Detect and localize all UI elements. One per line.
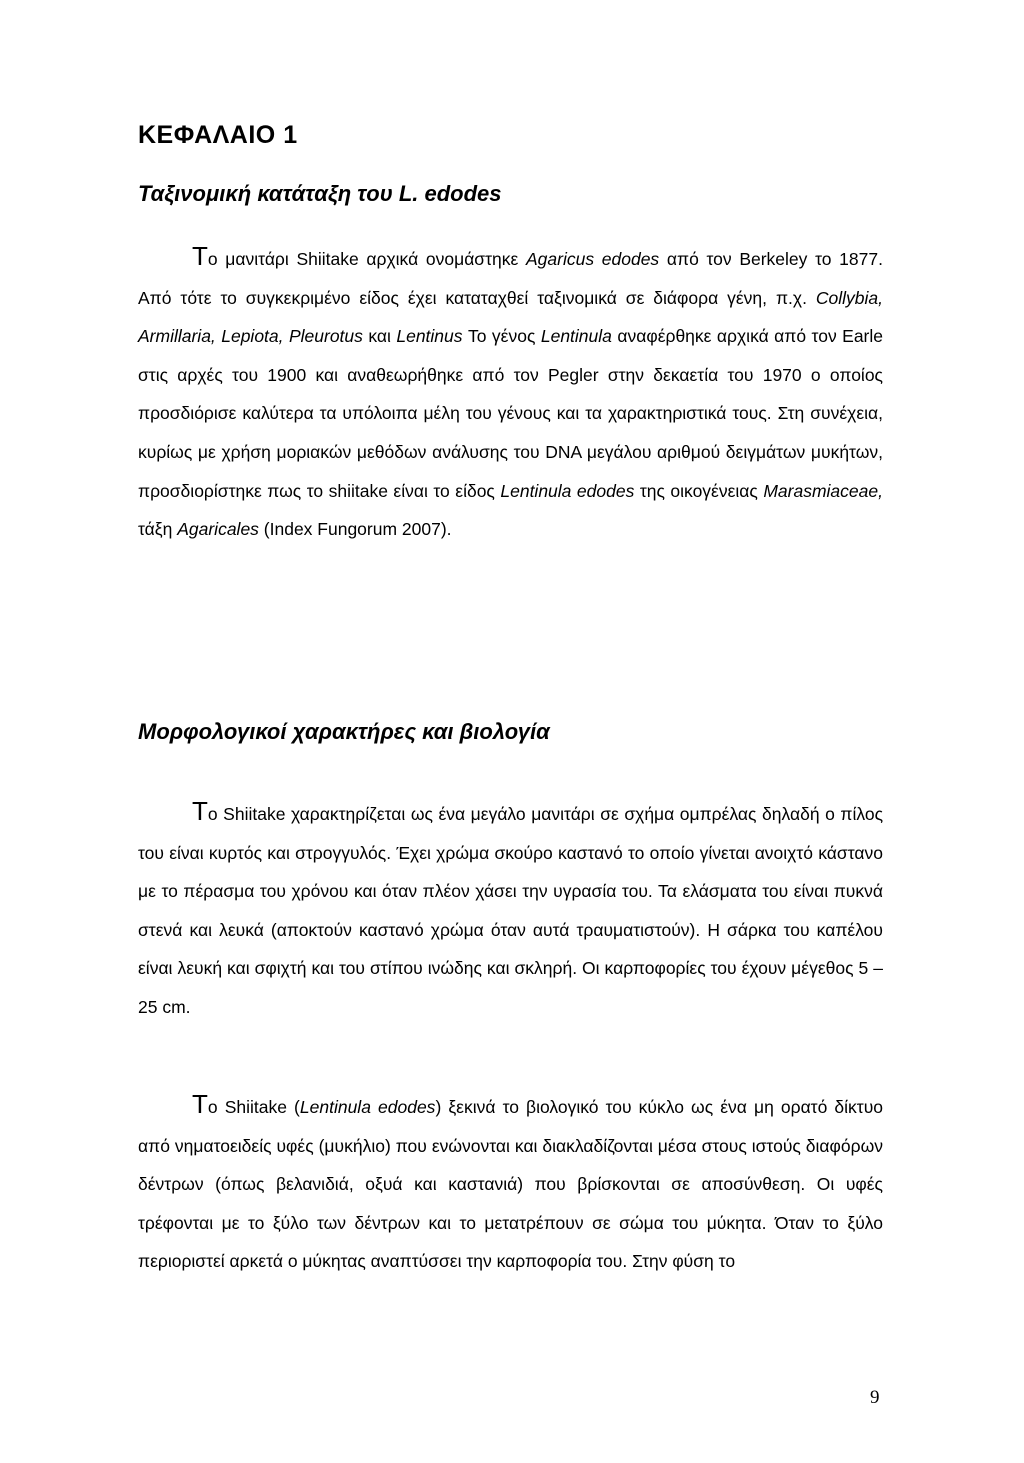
species-name: Agaricus edodes xyxy=(526,249,660,269)
genus-list: Collybia, Armillaria, Lepiota, Pleurotus xyxy=(138,287,883,347)
dropcap: Τ xyxy=(192,1089,208,1119)
text-run: ο μανιτάρι Shiitake αρχικά ονομάστηκε xyxy=(207,249,526,269)
paragraph-body xyxy=(138,240,883,549)
text-run: τάξη xyxy=(138,519,178,540)
section-title-morphology: Μορφολογικοί χαρακτήρες και βιολογία xyxy=(138,719,550,744)
text-run: της οικογένειας xyxy=(634,480,764,501)
family-name: Marasmiaceae, xyxy=(763,480,883,501)
paragraph-taxonomy xyxy=(138,240,883,549)
text-run: ) ξεκινά το βιολογικό του κύκλο ως ένα μη ορατό δίκτυο από νηματοειδείς υφές (μυκήλιο) που ενώνονται και διακλαδίζονται μέσα στους ιστούς διαφόρων δέντρων (όπως βελανιδιά, οξυά και καστανιά) που βρίσκονται σε αποσύνθεση. Οι υφές τρέφονται με το ξύλο των δέντρων και το μετατρέπουν σε σώμα του μύκητα. Όταν το ξύλο περιοριστεί αρκετά ο μύκητας αναπτύσσει την καρποφορία του. Στην φύση το xyxy=(138,1097,884,1272)
text-run: αναφέρθηκε αρχικά από τον Earle στις αρχές του 1900 και αναθεωρήθηκε από τον Pegler στην δεκαετία του 1970 ο οποίος προσδιόρισε καλύτερα τα υπόλοιπα μέλη του γένους και τα χαρακτηριστικά τους. Στη συνέχεια, κυρίως με χρήση μοριακών μεθόδων ανάλυσης του DNA μεγάλου αριθμού δειγμάτων μυκήτων, προσδιορίστηκε πως το shiitake είναι το είδος xyxy=(138,326,884,501)
dropcap: Τ xyxy=(192,796,208,826)
genus-name: Lentinus xyxy=(396,326,463,347)
text-run: (Index Fungorum 2007). xyxy=(258,519,452,540)
paragraph-biology xyxy=(138,1088,883,1281)
genus-name: Lentinula xyxy=(540,326,612,347)
species-name: Lentinula edodes xyxy=(299,1097,436,1117)
text-run: ο Shiitake χαρακτηρίζεται ως ένα μεγάλο μανιτάρι σε σχήμα ομπρέλας δηλαδή ο πίλος του είναι κυρτός και στρογγυλός. Έχει χρώμα σκούρο καστανό το οποίο γίνεται ανοιχτό κάστανο με το πέρασμα του χρόνου και όταν πλέον χάσει την υγρασία του. Τα ελάσματα του είναι πυκνά στενά και λευκά (αποκτούν καστανό χρώμα όταν αυτά τραυματιστούν). Η σάρκα του καπέλου είναι λευκή και σφιχτή και του στίπου ινώδης και σκληρή. Οι καρποφορίες του έχουν μέγεθος 5 – 25 cm. xyxy=(138,804,883,1017)
page-number: 9 xyxy=(870,1387,880,1408)
text-run: ο Shiitake ( xyxy=(207,1097,300,1117)
text-run: και xyxy=(362,326,397,347)
paragraph-body xyxy=(138,1088,883,1281)
text-run: Το γένος xyxy=(462,326,541,347)
chapter-title: ΚΕΦΑΛΑΙΟ 1 xyxy=(138,121,298,149)
paragraph-morphology xyxy=(138,795,883,1027)
dropcap: Τ xyxy=(192,241,208,271)
paragraph-body xyxy=(138,795,883,1027)
species-name: Lentinula edodes xyxy=(500,480,635,501)
section-title-taxonomy: Ταξινομική κατάταξη του L. edodes xyxy=(138,181,502,206)
order-name: Agaricales xyxy=(177,519,259,540)
text-run: από τον Berkeley το 1877. Από τότε το συγκεκριμένο είδος έχει καταταχθεί ταξινομικά σε διάφορα γένη, π.χ. xyxy=(138,249,883,308)
